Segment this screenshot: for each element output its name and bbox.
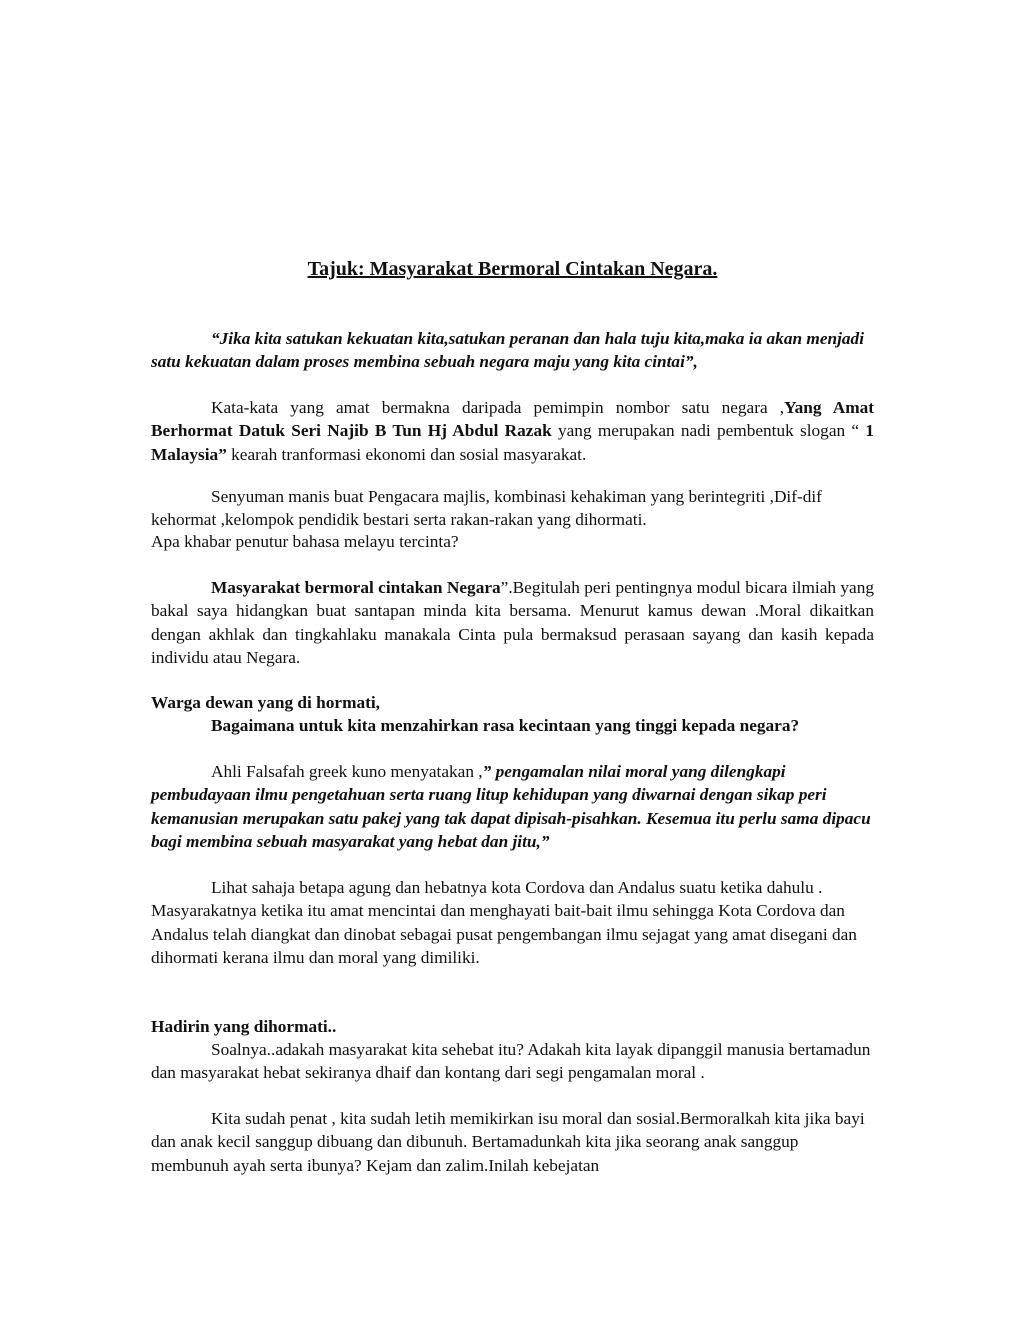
paragraph-greeting-question: Apa khabar penutur bahasa melayu tercinta? (151, 532, 459, 551)
paragraph-intro: Kata-kata yang amat bermakna daripada pemimpin nombor satu negara ,Yang Amat Berhormat Datuk Seri Najib B Tun Hj Abdul Razak yang merupakan nadi pembentuk slogan “ 1 Malaysia” kearah tranformasi ekonomi dan sosial masyarakat. (151, 398, 874, 464)
paragraph-question: Bagaimana untuk kita menzahirkan rasa kecintaan yang tinggi kepada negara? (211, 716, 800, 735)
heading-hadirin: Hadirin yang dihormati.. (151, 1017, 337, 1036)
opening-quote: “Jika kita satukan kekuatan kita,satukan peranan dan hala tuju kita,maka ia akan menjadi satu kekuatan dalam proses membina sebuah negara maju yang kita cintai”, (151, 329, 864, 372)
paragraph-moral-issue: Kita sudah penat , kita sudah letih memikirkan isu moral dan sosial.Bermoralkah kita jika bayi dan anak kecil sanggup dibuang dan dibunuh. Bertamadunkah kita jika seorang anak sanggup membunuh ayah serta ibunya? Kejam dan zalim.Inilah kebejatan (151, 1109, 865, 1175)
slogan: 1 Malaysia” (151, 421, 874, 464)
document-title: Tajuk: Masyarakat Bermoral Cintakan Negara. (307, 258, 718, 280)
paragraph-philosopher: Ahli Falsafah greek kuno menyatakan ,” pengamalan nilai moral yang dilengkapi pembudayaan ilmu pengetahuan serta ruang litup kehidupan yang diwarnai dengan sikap peri kemanusian merupakan satu pakej yang tak dapat dipisah-pisahkan. Kesemua itu perlu sama dipacu bagi membina sebuah masyarakat yang hebat dan jitu,” (151, 762, 871, 851)
paragraph-cordova: Lihat sahaja betapa agung dan hebatnya kota Cordova dan Andalus suatu ketika dahulu . Masyarakatnya ketika itu amat mencintai dan menghayati bait-bait ilmu sehingga Kota Cordova dan Andalus telah diangkat dan dinobat sebagai pusat pengembangan ilmu sejagat yang amat disegani dan dihormati kerana ilmu dan moral yang dimiliki. (151, 878, 857, 967)
pm-name: Yang Amat Berhormat Datuk Seri Najib B Tun Hj Abdul Razak (151, 398, 874, 441)
paragraph-greeting: Senyuman manis buat Pengacara majlis, kombinasi kehakiman yang berintegriti ,Dif-dif kehormat ,kelompok pendidik bestari serta rakan-rakan yang dihormati. (151, 487, 822, 530)
philosopher-quote: ” pengamalan nilai moral yang dilengkapi pembudayaan ilmu pengetahuan serta ruang litup kehidupan yang diwarnai dengan sikap peri kemanusian merupakan satu pakej yang tak dapat dipisah-pisahkan. Kesemua itu perlu sama dipacu bagi membina sebuah masyarakat yang hebat dan jitu,” (151, 762, 871, 851)
paragraph-question-society: Soalnya..adakah masyarakat kita sehebat itu? Adakah kita layak dipanggil manusia bertamadun dan masyarakat hebat sekiranya dhaif dan kontang dari segi pengamalan moral . (151, 1040, 871, 1083)
paragraph-topic: Masyarakat bermoral cintakan Negara”.Begitulah peri pentingnya modul bicara ilmiah yang bakal saya hidangkan buat santapan minda kita bersama. Menurut kamus dewan .Moral dikaitkan dengan akhlak dan tingkahlaku manakala Cinta pula bermaksud perasaan sayang dan kasih kepada individu atau Negara. (151, 578, 874, 667)
heading-warga-dewan: Warga dewan yang di hormati, (151, 693, 380, 712)
